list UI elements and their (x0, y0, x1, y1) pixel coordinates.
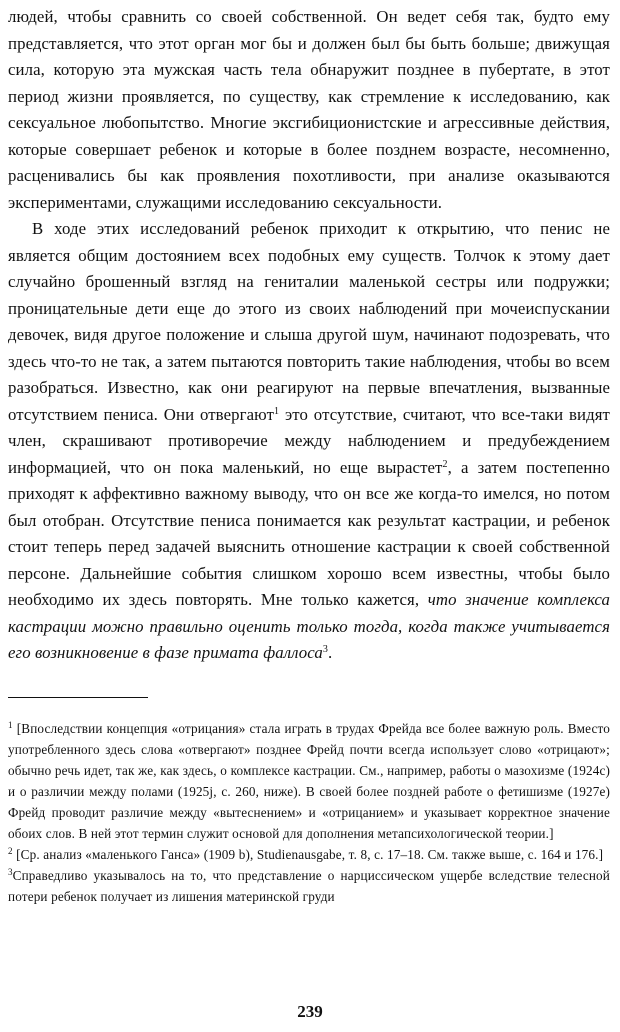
footnote-divider (8, 697, 148, 698)
footnote-ref-2[interactable]: 2 (442, 458, 448, 470)
emphasized-sentence: что значение комплекса кастрации можно правильно оценить только тогда, когда также учитывается его возникновение в фазе примата фаллоса (8, 590, 611, 662)
footnote-1-number: 1 (8, 719, 13, 730)
footnote-2-number: 2 (8, 845, 13, 856)
paragraph-2-text-a: В ходе этих исследований ребенок приходит к открытию, что пенис не является общим достоянием всех подобных ему существ. Толчок к этому дает случайно брошенный взгляд на гениталии маленькой сестры или подружки; проницательные дети еще до этого из своих наблюдений при мочеиспускании девочек, видя другое положение и слыша другой шум, начинают подозревать, что здесь что-то не так, а затем пытаются повторить такие наблюдения, чтобы во всем разобраться. Известно, как они реагируют на первые впечатления, вызванные отсутствием пениса. Они отвергают (8, 219, 610, 424)
page-number: 239 (297, 1002, 323, 1021)
footnote-1-text: [Впоследствии концепция «отрицания» стала играть в трудах Фрейда все более важную роль. Вместо употребленного здесь слова «отвергают» позднее Фрейд почти всегда использует слово «отрицают»; обычно речь идет, так же, как здесь, о комплексе кастрации. См., например, работы о мазохизме (1924c) и о различии между полами (1925j, с. 260, ниже). В своей более поздней работе о фетишизме (1927e) Фрейд проводит различие между «вытеснением» и «отрицанием» и указывает корректное значение обоих слов. В ней этот термин служит основой для дополнения метапсихологической теории.] (8, 720, 610, 841)
footnote-ref-1[interactable]: 1 (274, 405, 280, 417)
paragraph-2-end: . (327, 643, 333, 662)
footnote-3-number: 3 (8, 866, 13, 877)
body-paragraph-1: людей, чтобы сравнить со своей собственной. Он ведет себя так, будто ему представляется, что этот орган мог бы и должен был бы быть больше; движущая сила, которую эта мужская часть тела обнаружит позднее в пубертате, в этот период жизни проявляется, по существу, как стремление к исследованию, как сексуальное любопытство. Многие эксгибиционистские и агрессивные действия, которые совершает ребенок и которые в более позднем возрасте, несомненно, расценивались бы как проявления похотливости, при анализе оказываются экспериментами, служащими исследованию сексуальности. (8, 7, 610, 212)
footnote-2-text: [Ср. анализ «маленького Ганса» (1909 b), Studienausgabe, т. 8, с. 17–18. См. также выше, с. 164 и 176.] (16, 846, 604, 862)
body-paragraph-2 (8, 216, 610, 667)
footnote-2 (8, 844, 610, 865)
footnote-3 (8, 865, 610, 907)
paragraph-2-text-c: , а затем постепенно приходят к аффективно важному выводу, что он все же когда-то имелся, но потом был отобран. Отсутствие пениса понимается как результат кастрации, и ребенок стоит теперь перед задачей выяснить отношение кастрации к своей собственной персоне. Дальнейшие события слишком хорошо всем известны, чтобы было необходимо их здесь повторять. Мне только кажется, (8, 457, 610, 609)
footnote-3-text: Справедливо указывалось на то, что представление о нарциссическом ущербе вследствие телесной потери ребенок получает из лишения материнской груди (8, 867, 610, 904)
paragraph-2-text-b: это отсутствие, считают, что все-таки видят член, скрашивают противоречие между наблюдением и предубеждением информацией, что он пока маленький, но еще вырастет (8, 404, 610, 477)
footnote-ref-3[interactable]: 3 (322, 644, 328, 655)
footnote-1 (8, 718, 610, 844)
